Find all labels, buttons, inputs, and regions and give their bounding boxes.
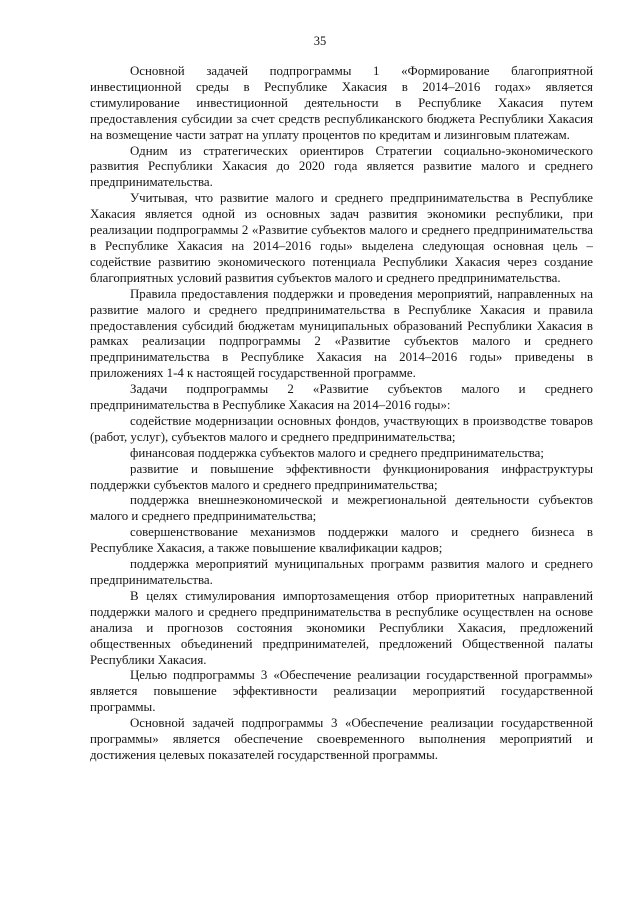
paragraph-subprogram-3-goal: Целью подпрограммы 3 «Обеспечение реализации государственной программы» является повышение эффективности реализации мероприятий государственной программы.: [90, 668, 593, 715]
paragraph-subprogram-2-tasks-intro: Задачи подпрограммы 2 «Развитие субъектов малого и среднего предпринимательства в Республике Хакасия на 2014–2016 годы»:: [90, 382, 593, 413]
list-item-municipal-programs: поддержка мероприятий муниципальных программ развития малого и среднего предпринимательства.: [90, 557, 593, 587]
paragraph-subprogram-2-goal: Учитывая, что развитие малого и среднего предпринимательства в Республике Хакасия является одной из основных задач развития экономики республики, при реализации подпрограммы 2 «Развитие субъектов малого и среднего предпринимательства в Республике Хакасия на 2014–2016 годы» выделена следующая основная цель – содействие развитию экономического потенциала Республики Хакасия через создание благоприятных условий развития субъектов малого и среднего предпринимательства.: [90, 191, 593, 285]
list-item-modernization: содействие модернизации основных фондов, участвующих в производстве товаров (работ, услуг), субъектов малого и среднего предпринимательства;: [90, 413, 593, 444]
paragraph-subprogram-1-task: Основной задачей подпрограммы 1 «Формирование благоприятной инвестиционной среды в Республике Хакасия в 2014–2016 годах» является стимулирование инвестиционной деятельности в Республике Хакасия путем предоставления субсидии за счет средств республиканского бюджета Республики Хакасия на возмещение части затрат на уплату процентов по кредитам и лизинговым платежам.: [90, 64, 593, 142]
list-item-infrastructure: развитие и повышение эффективности функционирования инфраструктуры поддержки субъектов малого и среднего предпринимательства;: [90, 461, 593, 492]
paragraph-import-substitution: В целях стимулирования импортозамещения отбор приоритетных направлений поддержки малого и среднего предпринимательства в республике осуществлен на основе анализа и прогнозов состояния экономики Республики Хакасия, предложений общественных объединений предпринимателей, предложений Общественной палаты Республики Хакасия.: [90, 588, 593, 667]
paragraph-support-rules: Правила предоставления поддержки и проведения мероприятий, направленных на развитие малого и среднего предпринимательства в Республике Хакасия и правила предоставления субсидий бюджетам муниципальных образований Республики Хакасия в рамках реализации подпрограммы 2 «Развитие субъектов малого и среднего предпринимательства в Республике Хакасия на 2014–2016 годы» приведены в приложениях 1-4 к настоящей государственной программе.: [90, 286, 593, 381]
page-number: 35: [313, 34, 327, 48]
paragraph-strategy-orientation: Одним из стратегических ориентиров Стратегии социально-экономического развития Республики Хакасия до 2020 года является развитие малого и среднего предпринимательства.: [90, 143, 593, 190]
list-item-foreign-economic: поддержка внешнеэкономической и межрегиональной деятельности субъектов малого и среднего предпринимательства;: [90, 493, 593, 524]
list-item-mechanisms: совершенствование механизмов поддержки малого и среднего бизнеса в Республике Хакасия, а также повышение квалификации кадров;: [90, 525, 593, 556]
body-text: [90, 64, 593, 764]
list-item-financial-support: финансовая поддержка субъектов малого и среднего предпринимательства;: [130, 445, 544, 460]
paragraph-subprogram-3-task: Основной задачей подпрограммы 3 «Обеспечение реализации государственной программы» является обеспечение своевременного выполнения мероприятий и достижения целевых показателей государственной программы.: [90, 716, 593, 762]
